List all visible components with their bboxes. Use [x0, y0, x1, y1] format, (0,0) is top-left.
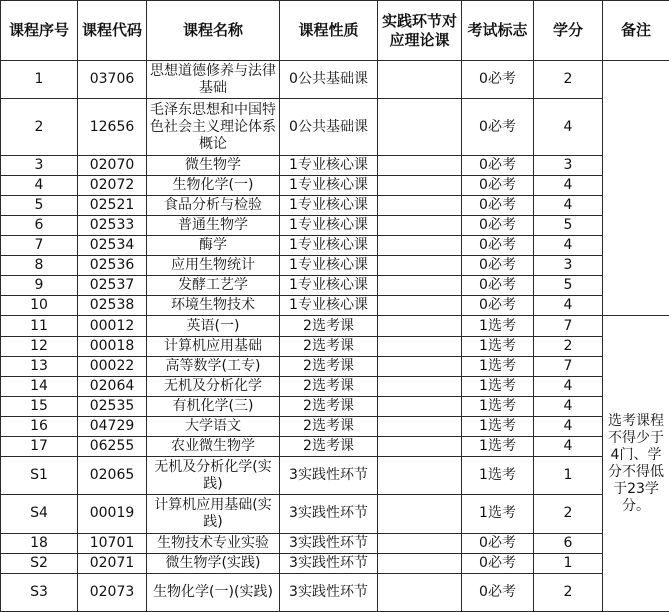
exam-flag-cell: 1选考 — [462, 336, 534, 356]
course-code-cell: 00022 — [78, 356, 147, 376]
course-name-cell: 无机及分析化学(实践) — [147, 457, 280, 495]
exam-flag-cell: 1选考 — [462, 316, 534, 336]
exam-flag-cell: 0必考 — [462, 216, 534, 236]
exam-flag-cell: 0必考 — [462, 553, 534, 573]
theory-course-cell — [378, 195, 462, 215]
course-nature-cell: 1专业核心课 — [280, 155, 378, 175]
course-nature-cell: 1专业核心课 — [280, 195, 378, 215]
course-seq-cell: 5 — [1, 195, 78, 215]
credit-cell: 4 — [534, 195, 603, 215]
table-row — [1, 495, 669, 533]
theory-course-cell — [378, 416, 462, 436]
course-seq-cell: 10 — [1, 296, 78, 316]
theory-course-cell — [378, 175, 462, 195]
course-nature-cell: 1专业核心课 — [280, 276, 378, 296]
course-nature-cell: 1专业核心课 — [280, 296, 378, 316]
course-name-cell: 农业微生物学 — [147, 437, 280, 457]
table-row — [1, 61, 669, 99]
course-code-cell: 06255 — [78, 437, 147, 457]
credit-cell: 7 — [534, 316, 603, 336]
course-name-cell: 微生物学 — [147, 155, 280, 175]
exam-flag-cell: 0必考 — [462, 276, 534, 296]
course-name-cell: 有机化学(三) — [147, 396, 280, 416]
course-seq-cell: 3 — [1, 155, 78, 175]
course-seq-cell: 14 — [1, 376, 78, 396]
course-nature-cell: 2选考课 — [280, 376, 378, 396]
table-row — [1, 316, 669, 336]
exam-flag-cell: 0必考 — [462, 61, 534, 99]
table-body — [1, 1, 669, 612]
credit-cell: 2 — [534, 495, 603, 533]
credit-cell: 4 — [534, 437, 603, 457]
course-seq-cell: 18 — [1, 533, 78, 553]
course-nature-cell: 3实践性环节 — [280, 457, 378, 495]
table-row — [1, 216, 669, 236]
exam-flag-cell: 0必考 — [462, 99, 534, 155]
header-cell: 课程序号 — [1, 1, 78, 61]
course-nature-cell: 3实践性环节 — [280, 495, 378, 533]
course-name-cell: 无机及分析化学 — [147, 376, 280, 396]
course-name-cell: 高等数学(工专) — [147, 356, 280, 376]
course-seq-cell: 7 — [1, 236, 78, 256]
course-code-cell: 02070 — [78, 155, 147, 175]
header-row — [1, 1, 669, 61]
course-nature-cell: 1专业核心课 — [280, 256, 378, 276]
course-code-cell: 02536 — [78, 256, 147, 276]
exam-flag-cell: 0必考 — [462, 256, 534, 276]
exam-flag-cell: 0必考 — [462, 533, 534, 553]
course-name-cell: 生物化学(一)(实践) — [147, 573, 280, 611]
course-code-cell: 02538 — [78, 296, 147, 316]
table-row — [1, 175, 669, 195]
course-seq-cell: 1 — [1, 61, 78, 99]
header-cell: 课程名称 — [147, 1, 280, 61]
remarks-cell-empty — [603, 61, 669, 316]
theory-course-cell — [378, 396, 462, 416]
course-name-cell: 应用生物统计 — [147, 256, 280, 276]
course-nature-cell: 3实践性环节 — [280, 553, 378, 573]
exam-flag-cell: 1选考 — [462, 376, 534, 396]
credit-cell: 2 — [534, 573, 603, 611]
course-name-cell: 大学语文 — [147, 416, 280, 436]
credit-cell: 1 — [534, 553, 603, 573]
credit-cell: 2 — [534, 61, 603, 99]
course-seq-cell: 8 — [1, 256, 78, 276]
table-row — [1, 553, 669, 573]
course-code-cell: 02533 — [78, 216, 147, 236]
course-seq-cell: 6 — [1, 216, 78, 236]
table-row — [1, 256, 669, 276]
course-nature-cell: 0公共基础课 — [280, 61, 378, 99]
theory-course-cell — [378, 336, 462, 356]
course-name-cell: 计算机应用基础 — [147, 336, 280, 356]
course-seq-cell: 9 — [1, 276, 78, 296]
credit-cell: 4 — [534, 99, 603, 155]
course-code-cell: 12656 — [78, 99, 147, 155]
course-code-cell: 00012 — [78, 316, 147, 336]
course-code-cell: 02534 — [78, 236, 147, 256]
course-name-cell: 计算机应用基础(实践) — [147, 495, 280, 533]
course-seq-cell: 12 — [1, 336, 78, 356]
table-row — [1, 396, 669, 416]
course-seq-cell: 4 — [1, 175, 78, 195]
header-cell: 实践环节对应理论课 — [378, 1, 462, 61]
course-seq-cell: 2 — [1, 99, 78, 155]
credit-cell: 4 — [534, 236, 603, 256]
table-row — [1, 276, 669, 296]
exam-flag-cell: 1选考 — [462, 396, 534, 416]
theory-course-cell — [378, 573, 462, 611]
theory-course-cell — [378, 376, 462, 396]
theory-course-cell — [378, 437, 462, 457]
credit-cell: 2 — [534, 336, 603, 356]
course-seq-cell: S2 — [1, 553, 78, 573]
header-cell: 课程性质 — [280, 1, 378, 61]
table-row — [1, 533, 669, 553]
credit-cell: 4 — [534, 396, 603, 416]
exam-flag-cell: 0必考 — [462, 155, 534, 175]
header-cell: 学分 — [534, 1, 603, 61]
credit-cell: 3 — [534, 256, 603, 276]
theory-course-cell — [378, 216, 462, 236]
table-row — [1, 195, 669, 215]
credit-cell: 3 — [534, 155, 603, 175]
course-nature-cell: 1专业核心课 — [280, 236, 378, 256]
credit-cell: 4 — [534, 175, 603, 195]
exam-flag-cell: 1选考 — [462, 437, 534, 457]
theory-course-cell — [378, 356, 462, 376]
course-nature-cell: 3实践性环节 — [280, 533, 378, 553]
theory-course-cell — [378, 553, 462, 573]
theory-course-cell — [378, 316, 462, 336]
table-row — [1, 573, 669, 611]
table-row — [1, 155, 669, 175]
course-code-cell: 10701 — [78, 533, 147, 553]
header-cell: 备注 — [603, 1, 669, 61]
course-name-cell: 发酵工艺学 — [147, 276, 280, 296]
course-nature-cell: 2选考课 — [280, 356, 378, 376]
course-seq-cell: 16 — [1, 416, 78, 436]
theory-course-cell — [378, 256, 462, 276]
course-code-cell: 02071 — [78, 553, 147, 573]
course-code-cell: 02065 — [78, 457, 147, 495]
theory-course-cell — [378, 99, 462, 155]
course-nature-cell: 2选考课 — [280, 437, 378, 457]
course-seq-cell: 15 — [1, 396, 78, 416]
course-name-cell: 普通生物学 — [147, 216, 280, 236]
course-code-cell: 02535 — [78, 396, 147, 416]
exam-flag-cell: 0必考 — [462, 296, 534, 316]
table-row — [1, 356, 669, 376]
course-nature-cell: 1专业核心课 — [280, 175, 378, 195]
theory-course-cell — [378, 495, 462, 533]
course-name-cell: 思想道德修养与法律基础 — [147, 61, 280, 99]
course-seq-cell: S4 — [1, 495, 78, 533]
header-cell: 考试标志 — [462, 1, 534, 61]
table-row — [1, 416, 669, 436]
theory-course-cell — [378, 296, 462, 316]
course-nature-cell: 2选考课 — [280, 316, 378, 336]
credit-cell: 4 — [534, 416, 603, 436]
course-seq-cell: S1 — [1, 457, 78, 495]
table-row — [1, 457, 669, 495]
exam-flag-cell: 1选考 — [462, 495, 534, 533]
remarks-note: 选考课程不得少于4门、学分不得低于23学分。 — [603, 316, 669, 612]
exam-flag-cell: 1选考 — [462, 457, 534, 495]
course-code-cell: 04729 — [78, 416, 147, 436]
course-code-cell: 02064 — [78, 376, 147, 396]
course-name-cell: 生物化学(一) — [147, 175, 280, 195]
theory-course-cell — [378, 276, 462, 296]
course-code-cell: 02073 — [78, 573, 147, 611]
course-name-cell: 毛泽东思想和中国特色社会主义理论体系概论 — [147, 99, 280, 155]
table-row — [1, 437, 669, 457]
course-code-cell: 03706 — [78, 61, 147, 99]
table-row — [1, 99, 669, 155]
course-name-cell: 生物技术专业实验 — [147, 533, 280, 553]
course-nature-cell: 3实践性环节 — [280, 573, 378, 611]
course-code-cell: 02537 — [78, 276, 147, 296]
course-name-cell: 食品分析与检验 — [147, 195, 280, 215]
exam-flag-cell: 1选考 — [462, 416, 534, 436]
course-code-cell: 02072 — [78, 175, 147, 195]
course-code-cell: 00019 — [78, 495, 147, 533]
table-row — [1, 336, 669, 356]
credit-cell: 5 — [534, 276, 603, 296]
course-code-cell: 02521 — [78, 195, 147, 215]
theory-course-cell — [378, 61, 462, 99]
credit-cell: 6 — [534, 533, 603, 553]
table-row — [1, 376, 669, 396]
course-seq-cell: 17 — [1, 437, 78, 457]
header-cell: 课程代码 — [78, 1, 147, 61]
course-nature-cell: 2选考课 — [280, 396, 378, 416]
table-row — [1, 236, 669, 256]
course-name-cell: 微生物学(实践) — [147, 553, 280, 573]
credit-cell: 4 — [534, 296, 603, 316]
course-name-cell: 酶学 — [147, 236, 280, 256]
credit-cell: 1 — [534, 457, 603, 495]
exam-flag-cell: 0必考 — [462, 195, 534, 215]
exam-flag-cell: 1选考 — [462, 356, 534, 376]
table-row — [1, 296, 669, 316]
theory-course-cell — [378, 533, 462, 553]
course-seq-cell: S3 — [1, 573, 78, 611]
credit-cell: 5 — [534, 216, 603, 236]
course-name-cell: 环境生物技术 — [147, 296, 280, 316]
exam-flag-cell: 0必考 — [462, 573, 534, 611]
credit-cell: 7 — [534, 356, 603, 376]
course-nature-cell: 2选考课 — [280, 416, 378, 436]
theory-course-cell — [378, 155, 462, 175]
exam-flag-cell: 0必考 — [462, 175, 534, 195]
theory-course-cell — [378, 457, 462, 495]
exam-flag-cell: 0必考 — [462, 236, 534, 256]
credit-cell: 4 — [534, 376, 603, 396]
course-seq-cell: 11 — [1, 316, 78, 336]
course-seq-cell: 13 — [1, 356, 78, 376]
course-nature-cell: 0公共基础课 — [280, 99, 378, 155]
theory-course-cell — [378, 236, 462, 256]
course-nature-cell: 2选考课 — [280, 336, 378, 356]
course-code-cell: 00018 — [78, 336, 147, 356]
course-name-cell: 英语(一) — [147, 316, 280, 336]
course-nature-cell: 1专业核心课 — [280, 216, 378, 236]
